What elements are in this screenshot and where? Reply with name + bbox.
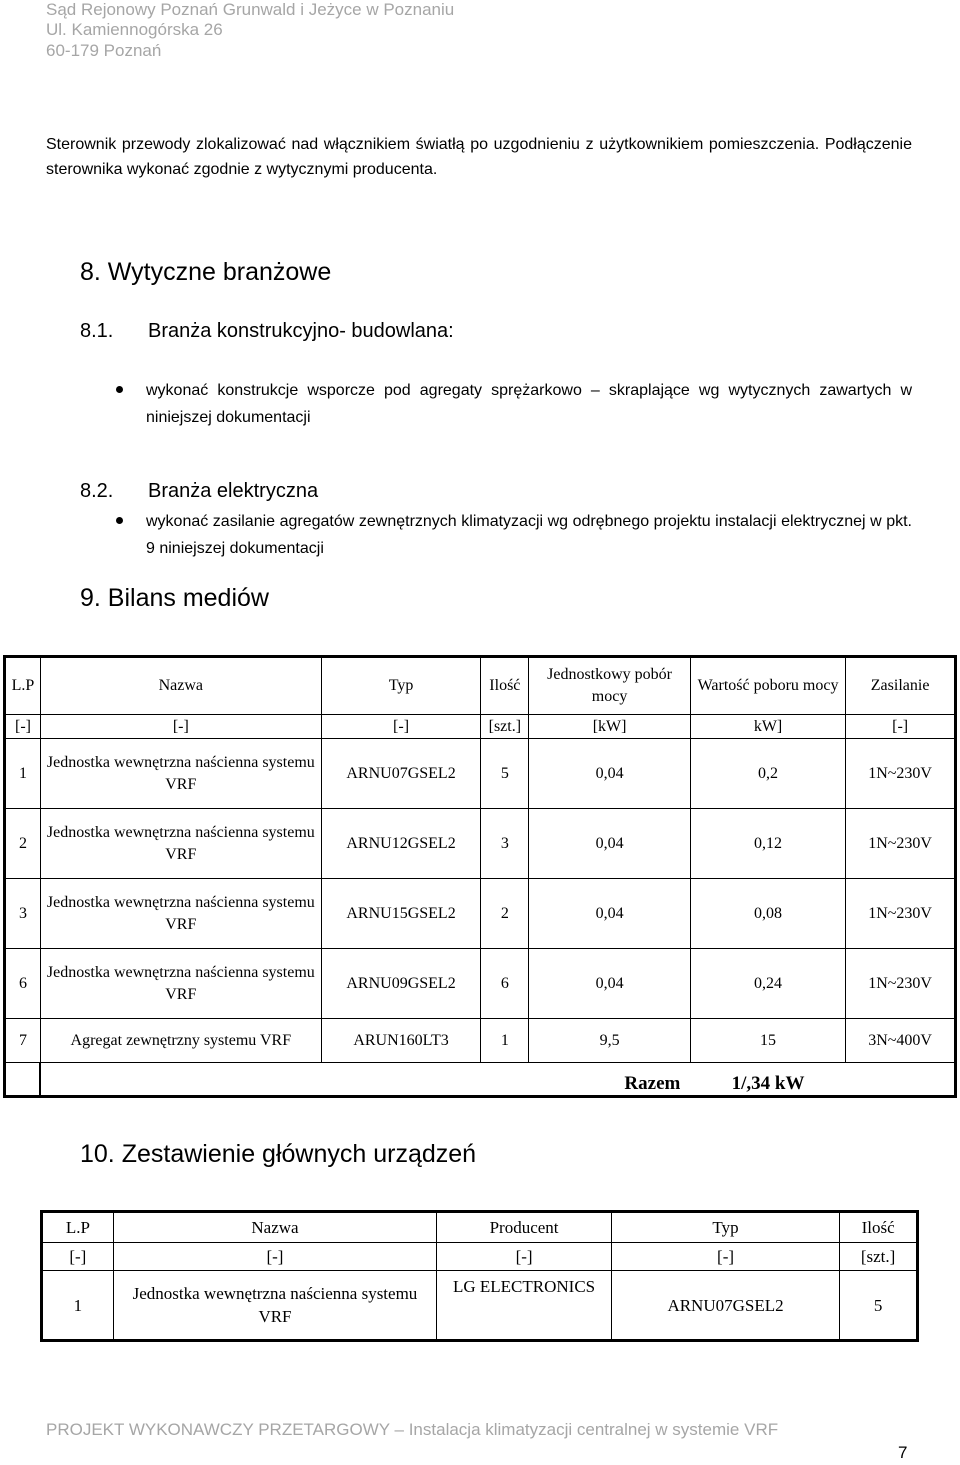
empty-cell [846,1063,956,1097]
table-cell: ARNU07GSEL2 [611,1271,839,1341]
table-total-row [5,1063,956,1097]
table-row [5,879,956,949]
bullet-icon [116,386,123,393]
main-devices-table [40,1210,919,1342]
unit-cell: [szt.] [840,1243,918,1271]
table-cell: 6 [481,949,529,1019]
column-header: Typ [611,1212,839,1243]
table-cell: 1 [481,1019,529,1063]
table-cell: 3N~400V [846,1019,956,1063]
section-8-1-bullet: wykonać konstrukcje wsporcze pod agregaty sprężarkowo – skraplające wg wytycznych zawartych w niniejszej dokumentacji [146,382,912,426]
table-cell: 1N~230V [846,739,956,809]
unit-cell: [-] [113,1243,437,1271]
table-header-row [5,657,956,715]
table-header-row [42,1212,918,1243]
header-street: Ul. Kamiennogórska 26 [46,20,223,39]
column-header: Zasilanie [846,657,956,715]
unit-cell: [-] [611,1243,839,1271]
table-units-row [42,1243,918,1271]
column-header: Nazwa [40,657,321,715]
empty-cell [5,1063,41,1097]
page-number: 7 [898,1443,908,1462]
table-cell: 6 [5,949,41,1019]
table-cell: Jednostka wewnętrzna naścienna systemu VRF [40,739,321,809]
unit-cell: kW] [690,715,845,739]
column-header: Ilość [840,1212,918,1243]
column-header: Typ [321,657,481,715]
table-cell: Jednostka wewnętrzna naścienna systemu VRF [40,809,321,879]
section-10-title: 10. Zestawienie głównych urządzeń [80,1140,477,1168]
table-row [5,739,956,809]
table-cell: 9,5 [529,1019,691,1063]
media-balance-table [3,655,957,1098]
table-cell: 0,12 [690,809,845,879]
unit-cell: [-] [40,715,321,739]
unit-cell: [szt.] [481,715,529,739]
table-cell: ARNU09GSEL2 [321,949,481,1019]
table-cell: Jednostka wewnętrzna naścienna systemu VRF [113,1271,437,1341]
column-header: Ilość [481,657,529,715]
unit-cell: [kW] [529,715,691,739]
table-cell: 1 [42,1271,114,1341]
table-cell: 1N~230V [846,879,956,949]
column-header: Jednostkowy pobór mocy [529,657,691,715]
column-header: L.P [42,1212,114,1243]
table-cell: 0,24 [690,949,845,1019]
table-cell: 5 [481,739,529,809]
table-cell: 0,04 [529,739,691,809]
table-cell: ARUN160LT3 [321,1019,481,1063]
intro-paragraph: Sterownik przewody zlokalizować nad włącznikiem światłą po uzgodnieniu z użytkownikiem pomieszczenia. Podłączenie sterownika wykonać zgodnie z wytycznymi producenta. [46,136,912,178]
section-8-title: 8. Wytyczne branżowe [80,258,332,286]
total-value: 1/,34 kW [690,1063,845,1097]
table-cell: 0,04 [529,809,691,879]
table-cell: 3 [5,879,41,949]
table-cell: 0,2 [690,739,845,809]
table-cell: 0,04 [529,949,691,1019]
table-cell: ARNU07GSEL2 [321,739,481,809]
table-cell: ARNU15GSEL2 [321,879,481,949]
table-row [5,949,956,1019]
table-cell: 7 [5,1019,41,1063]
table-cell: 2 [5,809,41,879]
unit-cell: [-] [5,715,41,739]
column-header: Wartość poboru mocy [690,657,845,715]
table-cell: LG ELECTRONICS [437,1271,612,1341]
table-cell: 1N~230V [846,949,956,1019]
table-units-row [5,715,956,739]
table-row [5,809,956,879]
unit-cell: [-] [321,715,481,739]
table-cell: 2 [481,879,529,949]
footer-text: PROJEKT WYKONAWCZY PRZETARGOWY – Instalacja klimatyzacji centralnej w systemie VRF [46,1420,779,1439]
section-9-title: 9. Bilans mediów [80,584,269,612]
table-row [42,1271,918,1341]
unit-cell: [-] [42,1243,114,1271]
bullet-icon [116,517,123,524]
table-cell: 0,04 [529,879,691,949]
header-city: 60-179 Poznań [46,41,162,60]
table-cell: Jednostka wewnętrzna naścienna systemu VRF [40,949,321,1019]
section-8-1-number: 8.1. [80,320,114,342]
total-label: Razem [529,1063,691,1097]
table-cell: 15 [690,1019,845,1063]
table-cell: 1N~230V [846,809,956,879]
section-8-1-title: Branża konstrukcyjno- budowlana: [148,320,454,342]
section-8-2-number: 8.2. [80,480,114,502]
section-8-2-title: Branża elektryczna [148,480,319,502]
table-cell: ARNU12GSEL2 [321,809,481,879]
table-cell: 0,08 [690,879,845,949]
column-header: Producent [437,1212,612,1243]
empty-cell [40,1063,528,1097]
table-cell: 3 [481,809,529,879]
column-header: L.P [5,657,41,715]
table-cell: 1 [5,739,41,809]
header-court-name: Sąd Rejonowy Poznań Grunwald i Jeżyce w Poznaniu [46,0,455,19]
column-header: Nazwa [113,1212,437,1243]
unit-cell: [-] [846,715,956,739]
unit-cell: [-] [437,1243,612,1271]
table-cell: 5 [840,1271,918,1341]
table-row [5,1019,956,1063]
table-cell: Jednostka wewnętrzna naścienna systemu VRF [40,879,321,949]
table-cell: Agregat zewnętrzny systemu VRF [40,1019,321,1063]
section-8-2-bullet: wykonać zasilanie agregatów zewnętrznych klimatyzacji wg odrębnego projektu instalacji elektrycznej w pkt. 9 niniejszej dokumentacji [146,513,912,557]
